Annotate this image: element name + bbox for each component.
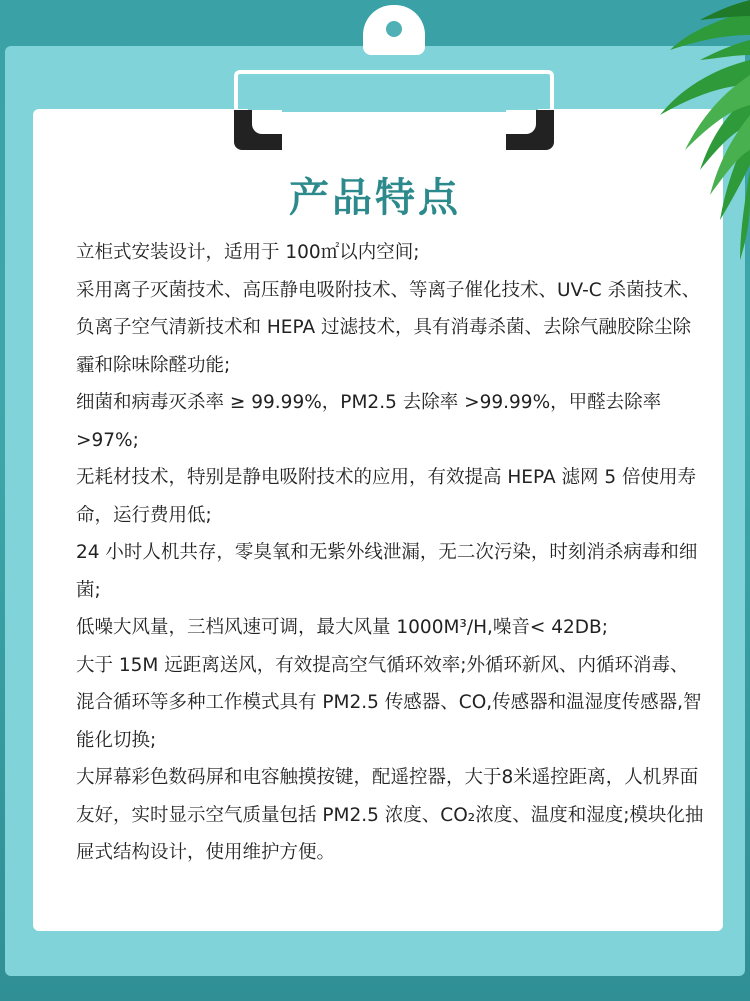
feature-item: 立柜式安装设计，适用于 100㎡以内空间; <box>76 242 420 263</box>
feature-item: 细菌和病毒灭杀率 ≥ 99.99%，PM2.5 去除率 >99.99%，甲醛去除率>97%; <box>76 392 662 451</box>
clip-corner-right <box>506 110 554 150</box>
feature-item: 大屏幕彩色数码屏和电容触摸按键，配遥控器，大于8米遥控距离，人机界面友好，实时显示空气质量包括 PM2.5 浓度、CO₂浓度、温度和湿度;模块化抽屉式结构设计，使用维护方便。 <box>76 767 704 863</box>
feature-item: 采用离子灭菌技术、高压静电吸附技术、等离子催化技术、UV-C 杀菌技术、负离子空气清新技术和 HEPA 过滤技术，具有消毒杀菌、去除气融胶除尘除霾和除味除醛功能; <box>76 279 701 376</box>
feature-item: 24 小时人机共存，零臭氧和无紫外线泄漏，无二次污染，时刻消杀病毒和细菌; <box>76 542 698 601</box>
feature-list <box>76 234 706 872</box>
feature-item: 低噪大风量，三档风速可调，最大风量 1000M³/H,噪音< 42DB; <box>76 617 608 638</box>
clip-corner-left <box>234 110 282 150</box>
page-title: 产品特点 <box>289 175 461 221</box>
feature-item: 无耗材技术，特别是静电吸附技术的应用，有效提高 HEPA 滤网 5 倍使用寿命，运行费用低; <box>76 467 697 526</box>
hanger-hole <box>386 21 402 37</box>
clip-inner <box>248 82 538 112</box>
palm-leaf-icon <box>550 0 750 270</box>
feature-item: 大于 15M 远距离送风，有效提高空气循环效率;外循环新风、内循环消毒、混合循环等多种工作模式具有 PM2.5 传感器、CO,传感器和温湿度传感器,智能化切换; <box>76 654 702 751</box>
